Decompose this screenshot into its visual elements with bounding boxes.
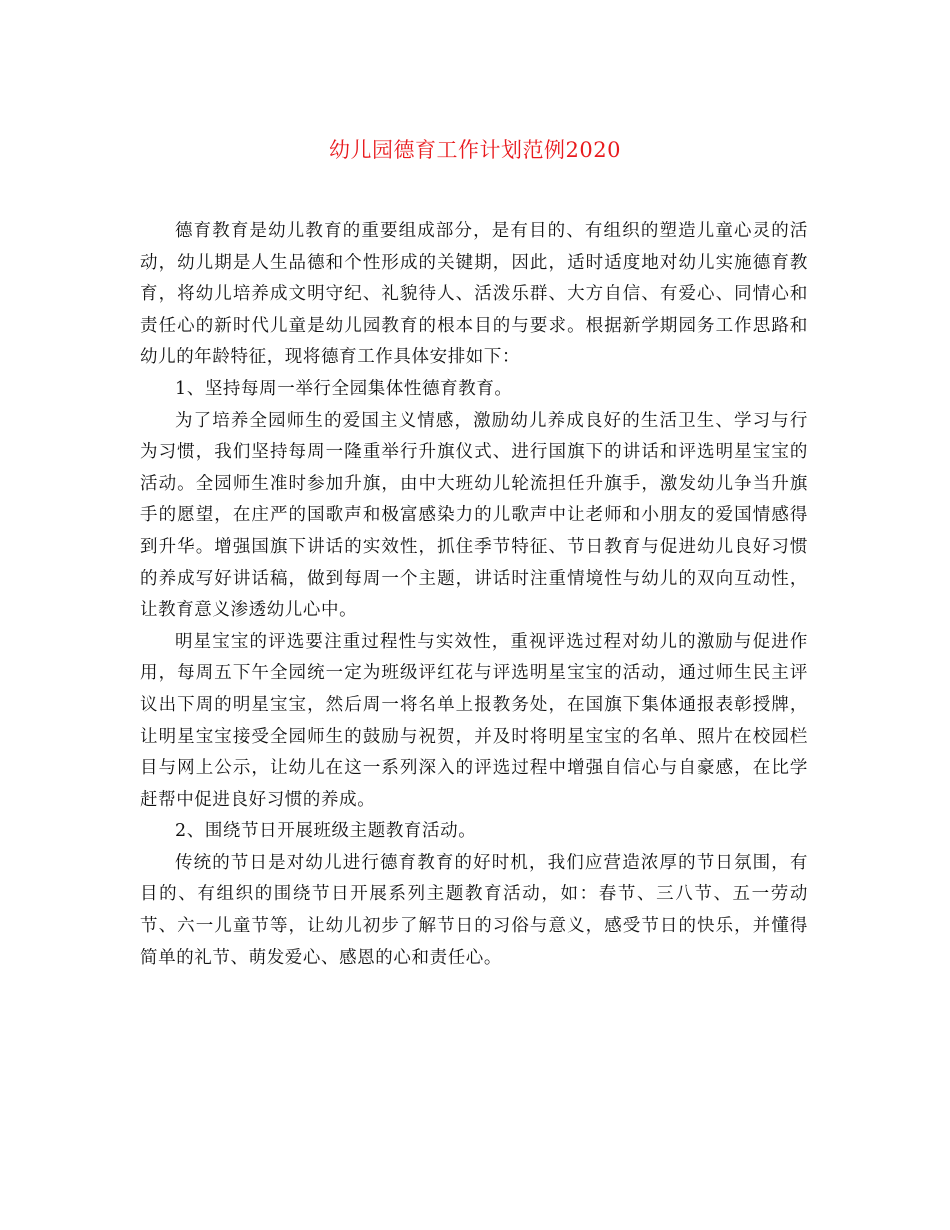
section-heading-1: 1、坚持每周一举行全园集体性德育教育。 [175,378,513,399]
paragraph-star-baby: 明星宝宝的评选要注重过程性与实效性，重视评选过程对幼儿的激励与促进作用，每周五下午全园统一定为班级评红花与评选明星宝宝的活动，通过师生民主评议出下周的明星宝宝，然后周一将名单上报教务处，在国旗下集体通报表彰授牌，让明星宝宝接受全园师生的鼓励与祝贺，并及时将明星宝宝的名单、照片在校园栏目与网上公示，让幼儿在这一系列深入的评选过程中增强自信心与自豪感，在比学赶帮中促进良好习惯的养成。 [140,631,808,810]
document-body [140,216,808,974]
page-title: 幼儿园德育工作计划范例2020 [329,138,621,162]
paragraph-intro: 德育教育是幼儿教育的重要组成部分，是有目的、有组织的塑造儿童心灵的活动，幼儿期是人生品德和个性形成的关键期，因此，适时适度地对幼儿实施德育教育，将幼儿培养成文明守纪、礼貌待人、活泼乐群、大方自信、有爱心、同情心和责任心的新时代儿童是幼儿园教育的根本目的与要求。根据新学期园务工作思路和幼儿的年龄特征，现将德育工作具体安排如下： [140,221,808,368]
paragraph-flag-ceremony: 为了培养全园师生的爱国主义情感，激励幼儿养成良好的生活卫生、学习与行为习惯，我们坚持每周一隆重举行升旗仪式、进行国旗下的讲话和评选明星宝宝的活动。全园师生准时参加升旗，由中大班幼儿轮流担任升旗手，激发幼儿争当升旗手的愿望，在庄严的国歌声和极富感染力的儿歌声中让老师和小朋友的爱国情感得到升华。增强国旗下讲话的实效性，抓住季节特征、节日教育与促进幼儿良好习惯的养成写好讲话稿，做到每周一个主题，讲话时注重情境性与幼儿的双向互动性，让教育意义渗透幼儿心中。 [140,410,808,621]
paragraph-festivals: 传统的节日是对幼儿进行德育教育的好时机，我们应营造浓厚的节日氛围，有目的、有组织的围绕节日开展系列主题教育活动，如：春节、三八节、五一劳动节、六一儿童节等，让幼儿初步了解节日的习俗与意义，感受节日的快乐，并懂得简单的礼节、萌发爱心、感恩的心和责任心。 [140,852,808,968]
section-heading-2: 2、围绕节日开展班级主题教育活动。 [175,821,477,842]
